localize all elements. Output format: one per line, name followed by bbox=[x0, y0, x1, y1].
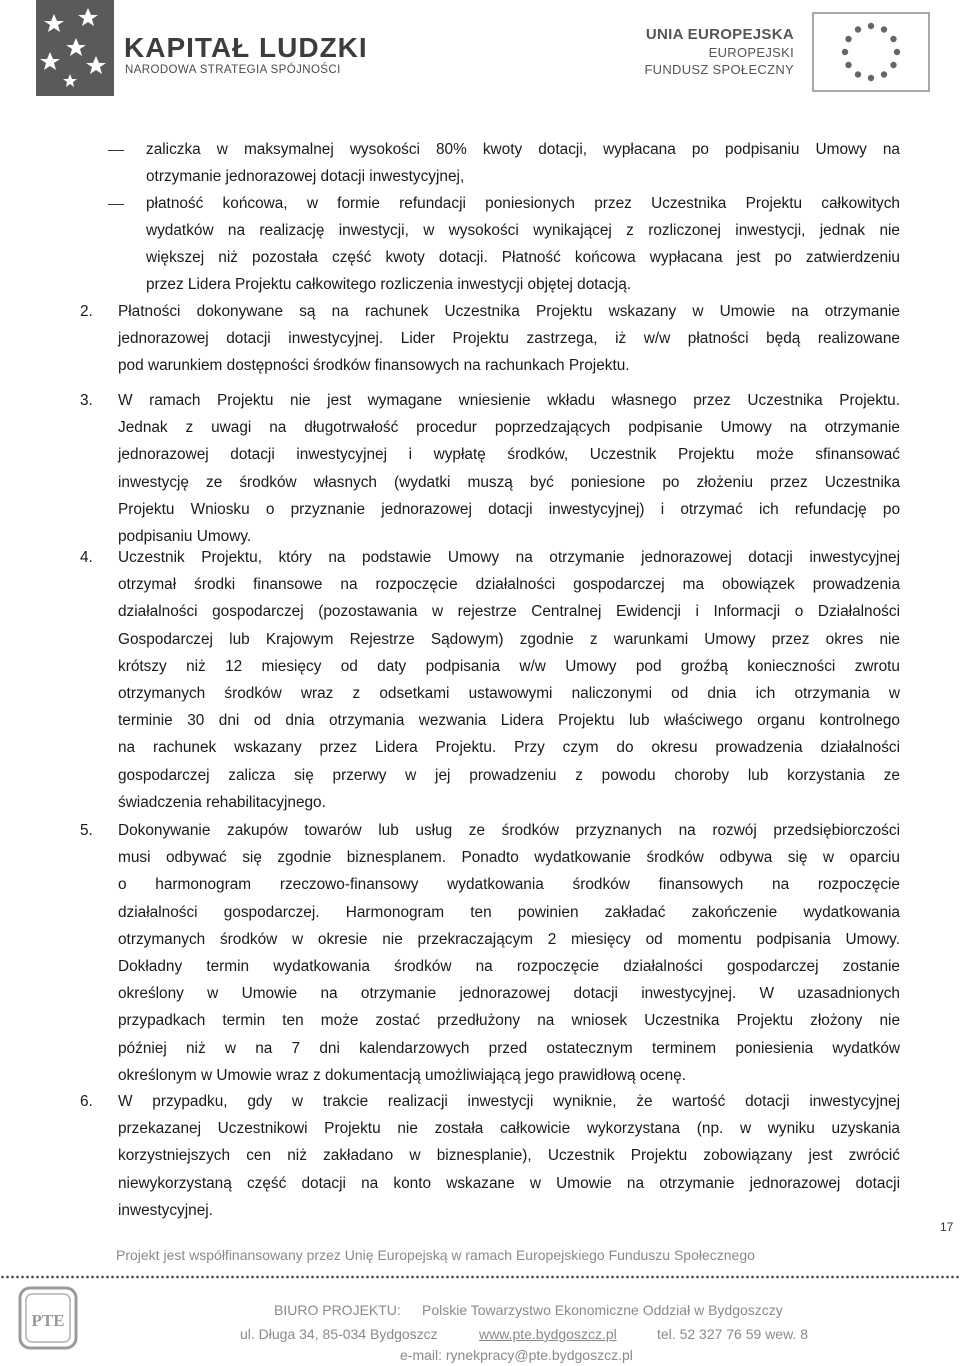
numbered-item-line: jednorazowej dotacji inwestycyjnej i wypłatę środków, Uczestnik Projektu może sfinansować bbox=[118, 446, 900, 464]
numbered-item-first-line: Uczestnik Projektu, który na podstawie Umowy na otrzymanie jednorazowej dotacji inwestycyjnej bbox=[118, 549, 900, 566]
numbered-item-line: działalności gospodarczej. Harmonogram ten powinien zakładać zakończenie wydatkowania bbox=[118, 903, 900, 921]
numbered-item-line: krótszy niż 12 miesięcy od daty podpisania w/w Umowy pod groźbą konieczności zwrotu bbox=[118, 657, 900, 675]
numbered-item-line: Jednak z uwagi na długotrwałość procedur poprzedzających podpisanie Umowy na otrzymanie bbox=[118, 419, 900, 437]
list-item: zaliczka w maksymalnej wysokości 80% kwoty dotacji, wypłacana po podpisaniu Umowy na bbox=[146, 141, 900, 158]
website-link-wrap bbox=[479, 1326, 617, 1342]
pte-logo-text: PTE bbox=[31, 1311, 65, 1330]
list-item: płatność końcowa, w formie refundacji poniesionych przez Uczestnika Projektu całkowitych bbox=[146, 195, 900, 212]
eu-line-2: EUROPEJSKI bbox=[708, 45, 794, 60]
office-phone: tel. 52 327 76 59 wew. 8 bbox=[657, 1326, 808, 1342]
list-item-last-line: otrzymanie jednorazowej dotacji inwestycyjnej, bbox=[146, 168, 465, 185]
numbered-item-line: inwestycję ze środków własnych (wydatki muszą być poniesione po złożeniu przez Uczestnika bbox=[118, 473, 900, 491]
numbered-item-line: pod warunkiem dostępności środków finansowych na rachunkach Projektu. bbox=[118, 357, 630, 375]
list-dash-marker bbox=[108, 204, 124, 205]
list-item-line: większej niż pozostała część kwoty dotacji. Płatność końcowa wypłacana jest po zatwierdzeniu bbox=[146, 249, 900, 266]
eu-line-3: FUNDUSZ SPOŁECZNY bbox=[644, 62, 794, 77]
numbered-item-line: musi odbywać się zgodnie biznesplanem. Ponadto wydatkowanie środków odbywa się w oparciu bbox=[118, 849, 900, 867]
pte-logo-icon bbox=[18, 1286, 78, 1350]
list-item-line: wydatków na realizację inwestycji, w wysokości wynikającej z rozliczonej inwestycji, jednak nie bbox=[146, 222, 900, 239]
list-number: 5. bbox=[80, 822, 93, 839]
list-number: 4. bbox=[80, 549, 93, 566]
numbered-item-line: przypadkach termin ten może zostać przedłużony na wniosek Uczestnika Projektu złożony nie bbox=[118, 1012, 900, 1030]
kapital-ludzki-subtitle: NARODOWA STRATEGIA SPÓJNOŚCI bbox=[125, 64, 341, 76]
cofinancing-note: Projekt jest współfinansowany przez Unię Europejską w ramach Europejskiego Funduszu Społecznego bbox=[116, 1247, 755, 1263]
numbered-item-line: określony w Umowie na otrzymanie jednorazowej dotacji inwestycyjnej. W uzasadnionych bbox=[118, 985, 900, 1003]
numbered-item-line: określonym w Umowie wraz z dokumentacją umożliwiającą jego prawidłową ocenę. bbox=[118, 1066, 686, 1084]
numbered-item-line: inwestycyjnej. bbox=[118, 1201, 213, 1219]
office-name: Polskie Towarzystwo Ekonomiczne Oddział w Bydgoszczy bbox=[422, 1302, 783, 1318]
numbered-item-first-line: W przypadku, gdy w trakcie realizacji inwestycji wyniknie, że wartość dotacji inwestycyjnej bbox=[118, 1093, 900, 1110]
list-dash-marker bbox=[108, 150, 124, 151]
numbered-item-line: otrzymał środki finansowe na rozpoczęcie działalności gospodarczej ma obowiązek prowadzenia bbox=[118, 576, 900, 594]
numbered-item-line: korzystniejszych cen niż zakładano w biznesplanie), Uczestnik Projektu zobowiązany jest zwrócić bbox=[118, 1147, 900, 1165]
office-label: BIURO PROJEKTU: bbox=[274, 1302, 401, 1318]
numbered-item-line: na rachunek wskazany przez Lidera Projektu. Przy czym do okresu prowadzenia działalności bbox=[118, 739, 900, 757]
list-number: 3. bbox=[80, 392, 93, 409]
kapital-ludzki-title: KAPITAŁ LUDZKI bbox=[124, 32, 368, 63]
office-email: e-mail: rynekpracy@pte.bydgoszcz.pl bbox=[400, 1347, 633, 1363]
numbered-item-line: Projektu Wniosku o przyznanie jednorazowej dotacji inwestycyjnej) i otrzymać ich refundację po bbox=[118, 500, 900, 518]
numbered-item-first-line: Dokonywanie zakupów towarów lub usług ze środków przyznanych na rozwój przedsiębiorczości bbox=[118, 822, 900, 839]
list-number: 2. bbox=[80, 303, 93, 320]
footer-dotted-divider bbox=[0, 1275, 960, 1279]
office-address: ul. Długa 34, 85-034 Bydgoszcz bbox=[240, 1326, 438, 1342]
numbered-item-line: Dokładny termin wydatkowania środków na rozpoczęcie działalności gospodarczej zostanie bbox=[118, 958, 900, 975]
numbered-item-line: otrzymanych środków w okresie nie przekraczającym 2 miesięcy od momentu podpisania Umowy. bbox=[118, 930, 900, 948]
numbered-item-first-line: Płatności dokonywane są na rachunek Uczestnika Projektu wskazany w Umowie na otrzymanie bbox=[118, 303, 900, 320]
list-item-last-line: przez Lidera Projektu całkowitego rozliczenia inwestycji objętej dotacją. bbox=[146, 276, 632, 293]
eu-flag-icon bbox=[812, 12, 930, 92]
kapital-ludzki-logo-icon bbox=[36, 0, 114, 96]
numbered-item-line: niewykorzystaną część dotacji na konto wskazane w Umowie na otrzymanie jednorazowej dotacji bbox=[118, 1174, 900, 1192]
page-number: 17 bbox=[940, 1220, 954, 1234]
numbered-item-line: podpisaniu Umowy. bbox=[118, 528, 252, 545]
numbered-item-first-line: W ramach Projektu nie jest wymagane wniesienie wkładu własnego przez Uczestnika Projektu. bbox=[118, 392, 900, 409]
numbered-item-line: działalności gospodarczej (pozostawania w rejestrze Centralnej Ewidencji i Informacji o Działalności bbox=[118, 603, 900, 621]
numbered-item-line: otrzymanych środków wraz z odsetkami ustawowymi naliczonymi od dnia ich otrzymania w bbox=[118, 685, 900, 702]
numbered-item-line: świadczenia rehabilitacyjnego. bbox=[118, 793, 326, 811]
numbered-item-line: terminie 30 dni od dnia otrzymania wezwania Lidera Projektu lub właściwego organu kontrolnego bbox=[118, 712, 900, 730]
numbered-item-line: później niż w na 7 dni kalendarzowych przed ostatecznym terminem poniesienia wydatków bbox=[118, 1039, 900, 1057]
numbered-item-line: o harmonogram rzeczowo-finansowy wydatkowania środków finansowych na rozpoczęcie bbox=[118, 876, 900, 894]
list-number: 6. bbox=[80, 1093, 93, 1110]
numbered-item-line: Gospodarczej lub Krajowym Rejestrze Sądowym) zgodnie z warunkami Umowy przez okres nie bbox=[118, 630, 900, 648]
website-link[interactable]: www.pte.bydgoszcz.pl bbox=[479, 1326, 617, 1342]
page-header bbox=[0, 0, 960, 100]
eu-text-block bbox=[644, 26, 794, 78]
numbered-item-line: jednorazowej dotacji inwestycyjnej. Lider Projektu zastrzega, iż w/w płatności będą realizowane bbox=[118, 330, 900, 348]
numbered-item-line: przekazanej Uczestnikowi Projektu nie została całkowicie wykorzystana (np. w wyniku uzyskania bbox=[118, 1120, 900, 1138]
numbered-item-line: gospodarczej zalicza się przerwy w jej prowadzeniu z powodu choroby lub korzystania ze bbox=[118, 766, 900, 784]
eu-line-1: UNIA EUROPEJSKA bbox=[645, 26, 794, 43]
